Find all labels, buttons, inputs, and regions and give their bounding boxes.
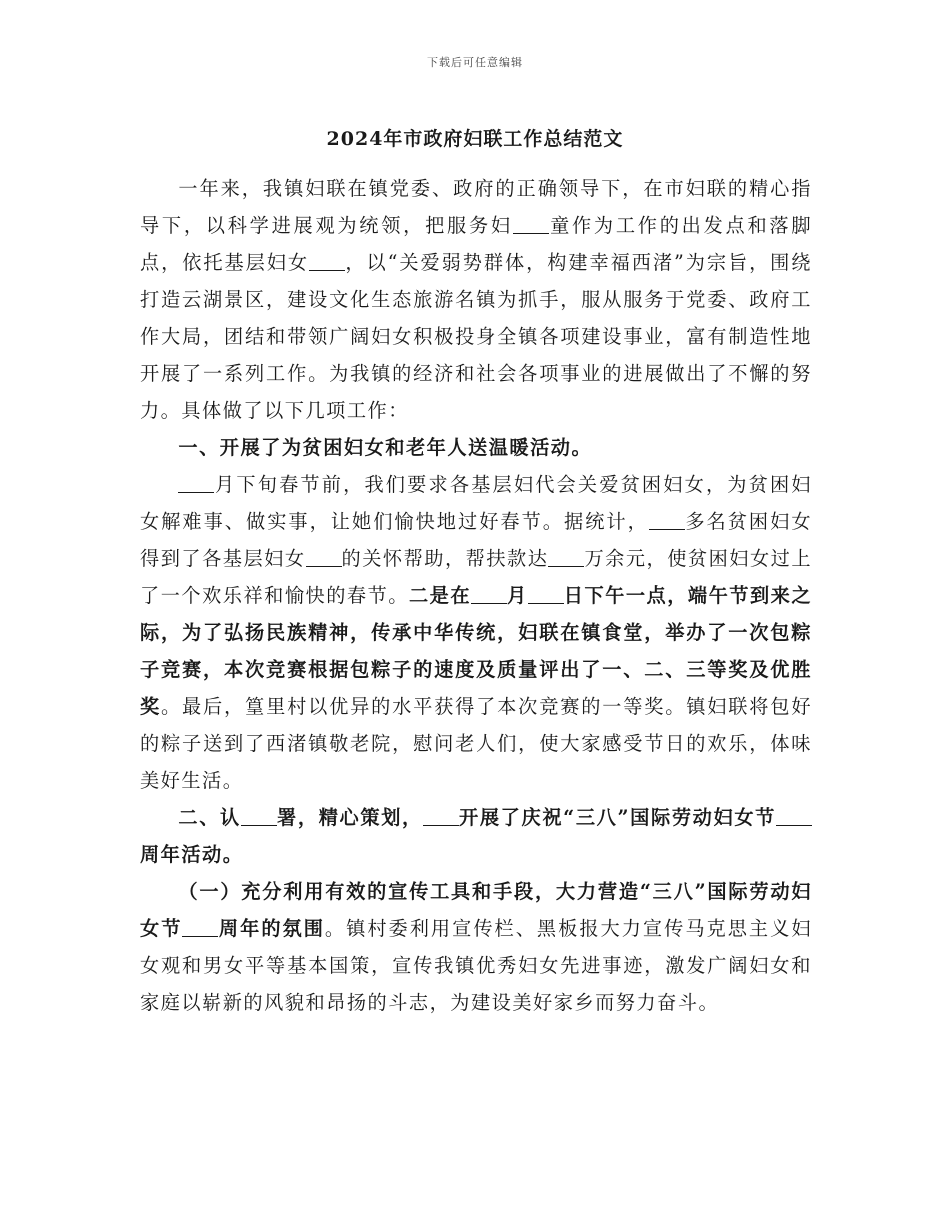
text: 童作为工作的出发点和落脚点，依托基层妇女	[140, 214, 813, 274]
blank-line	[241, 806, 277, 826]
blank-line	[309, 251, 345, 271]
bold-text: 周年的氛围	[218, 917, 325, 940]
text: ，以“关爱弱势群体，构建幸福西渚”为宗旨，围绕打造云湖景区，建设文化生态旅游名镇为抓手，服从服务于党委、政府工作大局，团结和带领广阔妇女积极投身全镇各项建设事业，富有制造性地开展了一系列工作。为我镇的经济和社会各项事业的进展做出了不懈的努力。具体做了以下几项工作：	[140, 251, 812, 422]
paragraph-section-2-1	[140, 873, 812, 1021]
bold-text: 日下午一点，端午节到来之际，为了弘扬民族精神，传承中华传统，妇联在镇食堂，举办了一次包粽子竞赛，本次竞赛根据包粽子的速度及质量评出了一、二、三等奖及优胜奖	[140, 584, 813, 718]
section-heading-1: 一、开展了为贫困妇女和老年人送温暖活动。	[178, 436, 593, 459]
blank-line	[513, 214, 549, 234]
text: 万余元，使贫困妇女过上了一个欢乐祥和愉快的春节。	[140, 547, 813, 607]
document-title: 2024年市政府妇联工作总结范文	[326, 128, 624, 150]
bold-text: 月	[507, 584, 528, 607]
blank-line	[776, 806, 812, 826]
document-body	[140, 170, 812, 1021]
blank-line	[182, 917, 218, 937]
paragraph-intro	[140, 170, 812, 429]
blank-line	[528, 584, 564, 604]
blank-line	[423, 806, 459, 826]
text: 。镇村委利用宣传栏、黑板报大力宣传马克思主义妇女观和男女平等基本国策，宣传我镇优秀妇女先进事迹，激发广阔妇女和家庭以崭新的风貌和昂扬的斗志，为建设美好家乡而努力奋斗。	[140, 917, 813, 1014]
paragraph-section-1	[140, 466, 812, 799]
section-heading-2	[140, 799, 812, 873]
text: 多名贫困妇女得到了各基层妇女	[140, 510, 813, 570]
heading-text: 署，精心策划，	[276, 806, 423, 829]
bold-text: （一）充分利用有效的宣传工具和手段，大力营造“三八”国际劳动妇女节	[140, 880, 812, 940]
page-header: 下载后可任意编辑	[427, 56, 523, 69]
heading-text: 二、认	[178, 806, 241, 829]
heading-text: 周年活动。	[140, 843, 244, 866]
text: 一年来，我镇妇联在镇党委、政府的正确领导下，在市妇联的精心指导下，以科学进展观为统领，把服务妇	[140, 177, 812, 237]
text: 的关怀帮助，帮扶款达	[341, 547, 549, 570]
blank-line	[548, 547, 584, 567]
heading-text: 开展了庆祝“三八”国际劳动妇女节	[458, 806, 777, 829]
bold-text: 二是在	[408, 584, 472, 607]
blank-line	[471, 584, 507, 604]
blank-line	[649, 510, 685, 530]
text: 月下旬春节前，我们要求各基层妇代会关爱贫困妇女，为贫困妇女解难事、做实事，让她们愉快地过好春节。据统计，	[140, 473, 812, 533]
text: 。最后，篁里村以优异的水平获得了本次竞赛的一等奖。镇妇联将包好的粽子送到了西渚镇敬老院，慰问老人们，使大家感受节日的欢乐，体味美好生活。	[140, 695, 813, 792]
blank-line	[178, 473, 214, 493]
blank-line	[306, 547, 342, 567]
